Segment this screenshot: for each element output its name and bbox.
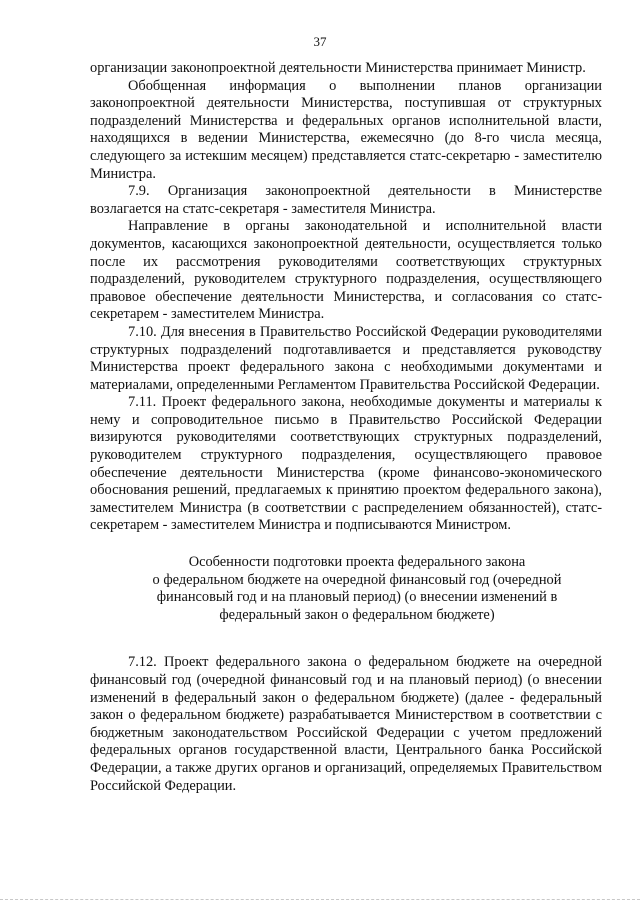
heading-line: о федеральном бюджете на очередной финансовый год (очередной [152,571,562,588]
paragraph-7-11: 7.11. Проект федерального закона, необходимые документы и материалы к нему и сопроводительное письмо в Правительство Российской Федерации визируются руководителями соответствующих структурных подразделений, руководителем структурного подразделения, осуществляющего правовое обеспечение деятельности Министерства (кроме финансово-экономического обоснования решений, предлагаемых к принятию проектом федерального закона), заместителем Министра (в соответствии с распределением обязанностей), статс-секретарем - заместителем Министра и подписываются Министром. [90,394,602,534]
paragraph-7-10: 7.10. Для внесения в Правительство Российской Федерации руководителями структурных подразделений подготавливается и представляется руководству Министерства проект федерального закона с необходимыми документами и материалами, определенными Регламентом Правительства Российской Федерации. [90,323,602,393]
paragraph-7-12: 7.12. Проект федерального закона о федеральном бюджете на очередной финансовый год (очередной финансовый год и на плановый период) (о внесении изменений в федеральный закон о федеральном бюджете) (далее - федеральный закон о федеральном бюджете) разрабатывается Министерством в соответствии с бюджетным законодательством Российской Федерации с учетом предложений федеральных органов государственной власти, Центрального банка Российской Федерации, а также других органов и организаций, определяемых Правительством Российской Федерации. [90,654,602,794]
paragraph-7-9: 7.9. Организация законопроектной деятельности в Министерстве возлагается на статс-секретаря - заместителя Министра. [90,183,602,217]
scan-bottom-edge [0,899,640,902]
heading-line: Особенности подготовки проекта федерального закона [188,554,526,571]
heading-line: финансовый год и на плановый период) (о внесении изменений в [156,589,558,606]
paragraph-continuation: организации законопроектной деятельности Министерства принимает Министр. [90,60,586,76]
paragraph-summary-info: Обобщенная информация о выполнении планов организации законопроектной деятельности Министерства, поступившая от структурных подразделений Министерства и федеральных органов исполнительной власти, находящихся в ведении Министерства, ежемесячно (до 8-го числа месяца, следующего за истекшим месяцем) представляется статс-секретарю - заместителю Министра. [90,77,602,182]
section-heading [90,554,602,624]
page-number: 37 [313,34,327,49]
heading-line: федеральный закон о федеральном бюджете) [219,606,495,623]
document-body [90,60,602,795]
paragraph-direction: Направление в органы законодательной и исполнительной власти документов, касающихся законопроектной деятельности, осуществляется только после их рассмотрения руководителями соответствующих структурных подразделений, руководителем структурного подразделения, осуществляющего правовое обеспечение деятельности Министерства, и согласования со статс-секретарем - заместителем Министра. [90,218,602,323]
